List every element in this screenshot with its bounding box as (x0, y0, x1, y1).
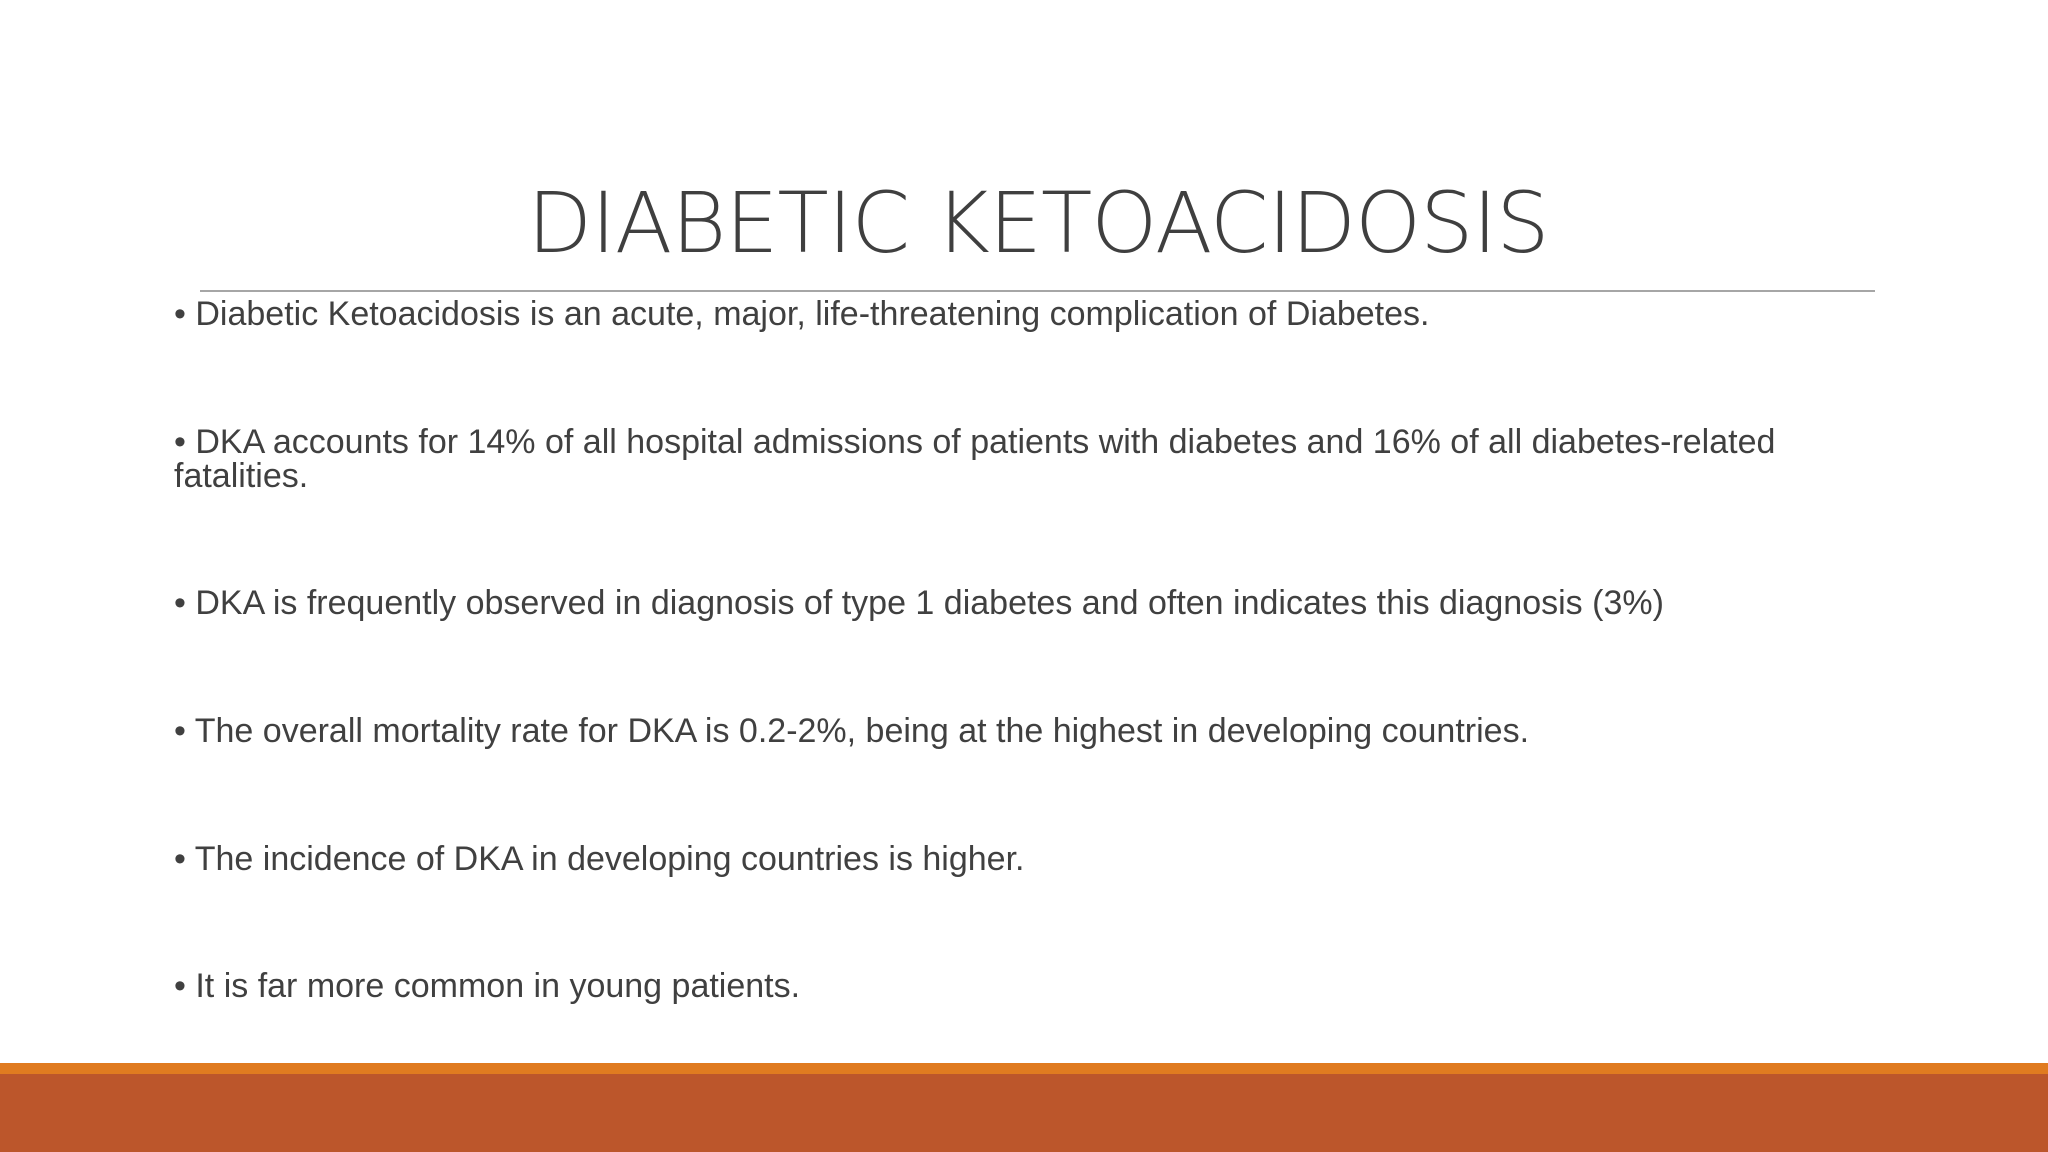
bullet-text: DKA accounts for 14% of all hospital admissions of patients with diabetes and 16% of all diabetes-related fatalities. (174, 423, 1776, 495)
bullet-marker: • (174, 584, 186, 622)
bullet-item (174, 297, 1874, 331)
bullet-marker: • (174, 295, 186, 333)
bullet-item (174, 586, 1874, 620)
footer-band (0, 1074, 2048, 1152)
bullet-item (174, 969, 1874, 1003)
slide-title: DIABETIC KETOACIDOSIS (527, 174, 1549, 272)
bullet-text: It is far more common in young patients. (195, 967, 801, 1005)
bullet-marker: • (174, 967, 186, 1005)
title-divider (200, 290, 1875, 292)
bullet-item (174, 425, 1874, 493)
footer-accent-stripe (0, 1063, 2048, 1074)
bullet-text: The overall mortality rate for DKA is 0.2-2%, being at the highest in developing countries. (194, 712, 1530, 750)
bullet-text: DKA is frequently observed in diagnosis of type 1 diabetes and often indicates this diagnosis (3%) (195, 584, 1664, 622)
bullet-text: Diabetic Ketoacidosis is an acute, major, life-threatening complication of Diabetes. (195, 295, 1430, 333)
bullet-item (174, 842, 1874, 876)
bullet-marker: • (174, 423, 186, 461)
bullet-item (174, 714, 1874, 748)
bullet-marker: • (174, 712, 186, 750)
bullet-marker: • (174, 840, 186, 878)
bullet-text: The incidence of DKA in developing countries is higher. (194, 840, 1025, 878)
